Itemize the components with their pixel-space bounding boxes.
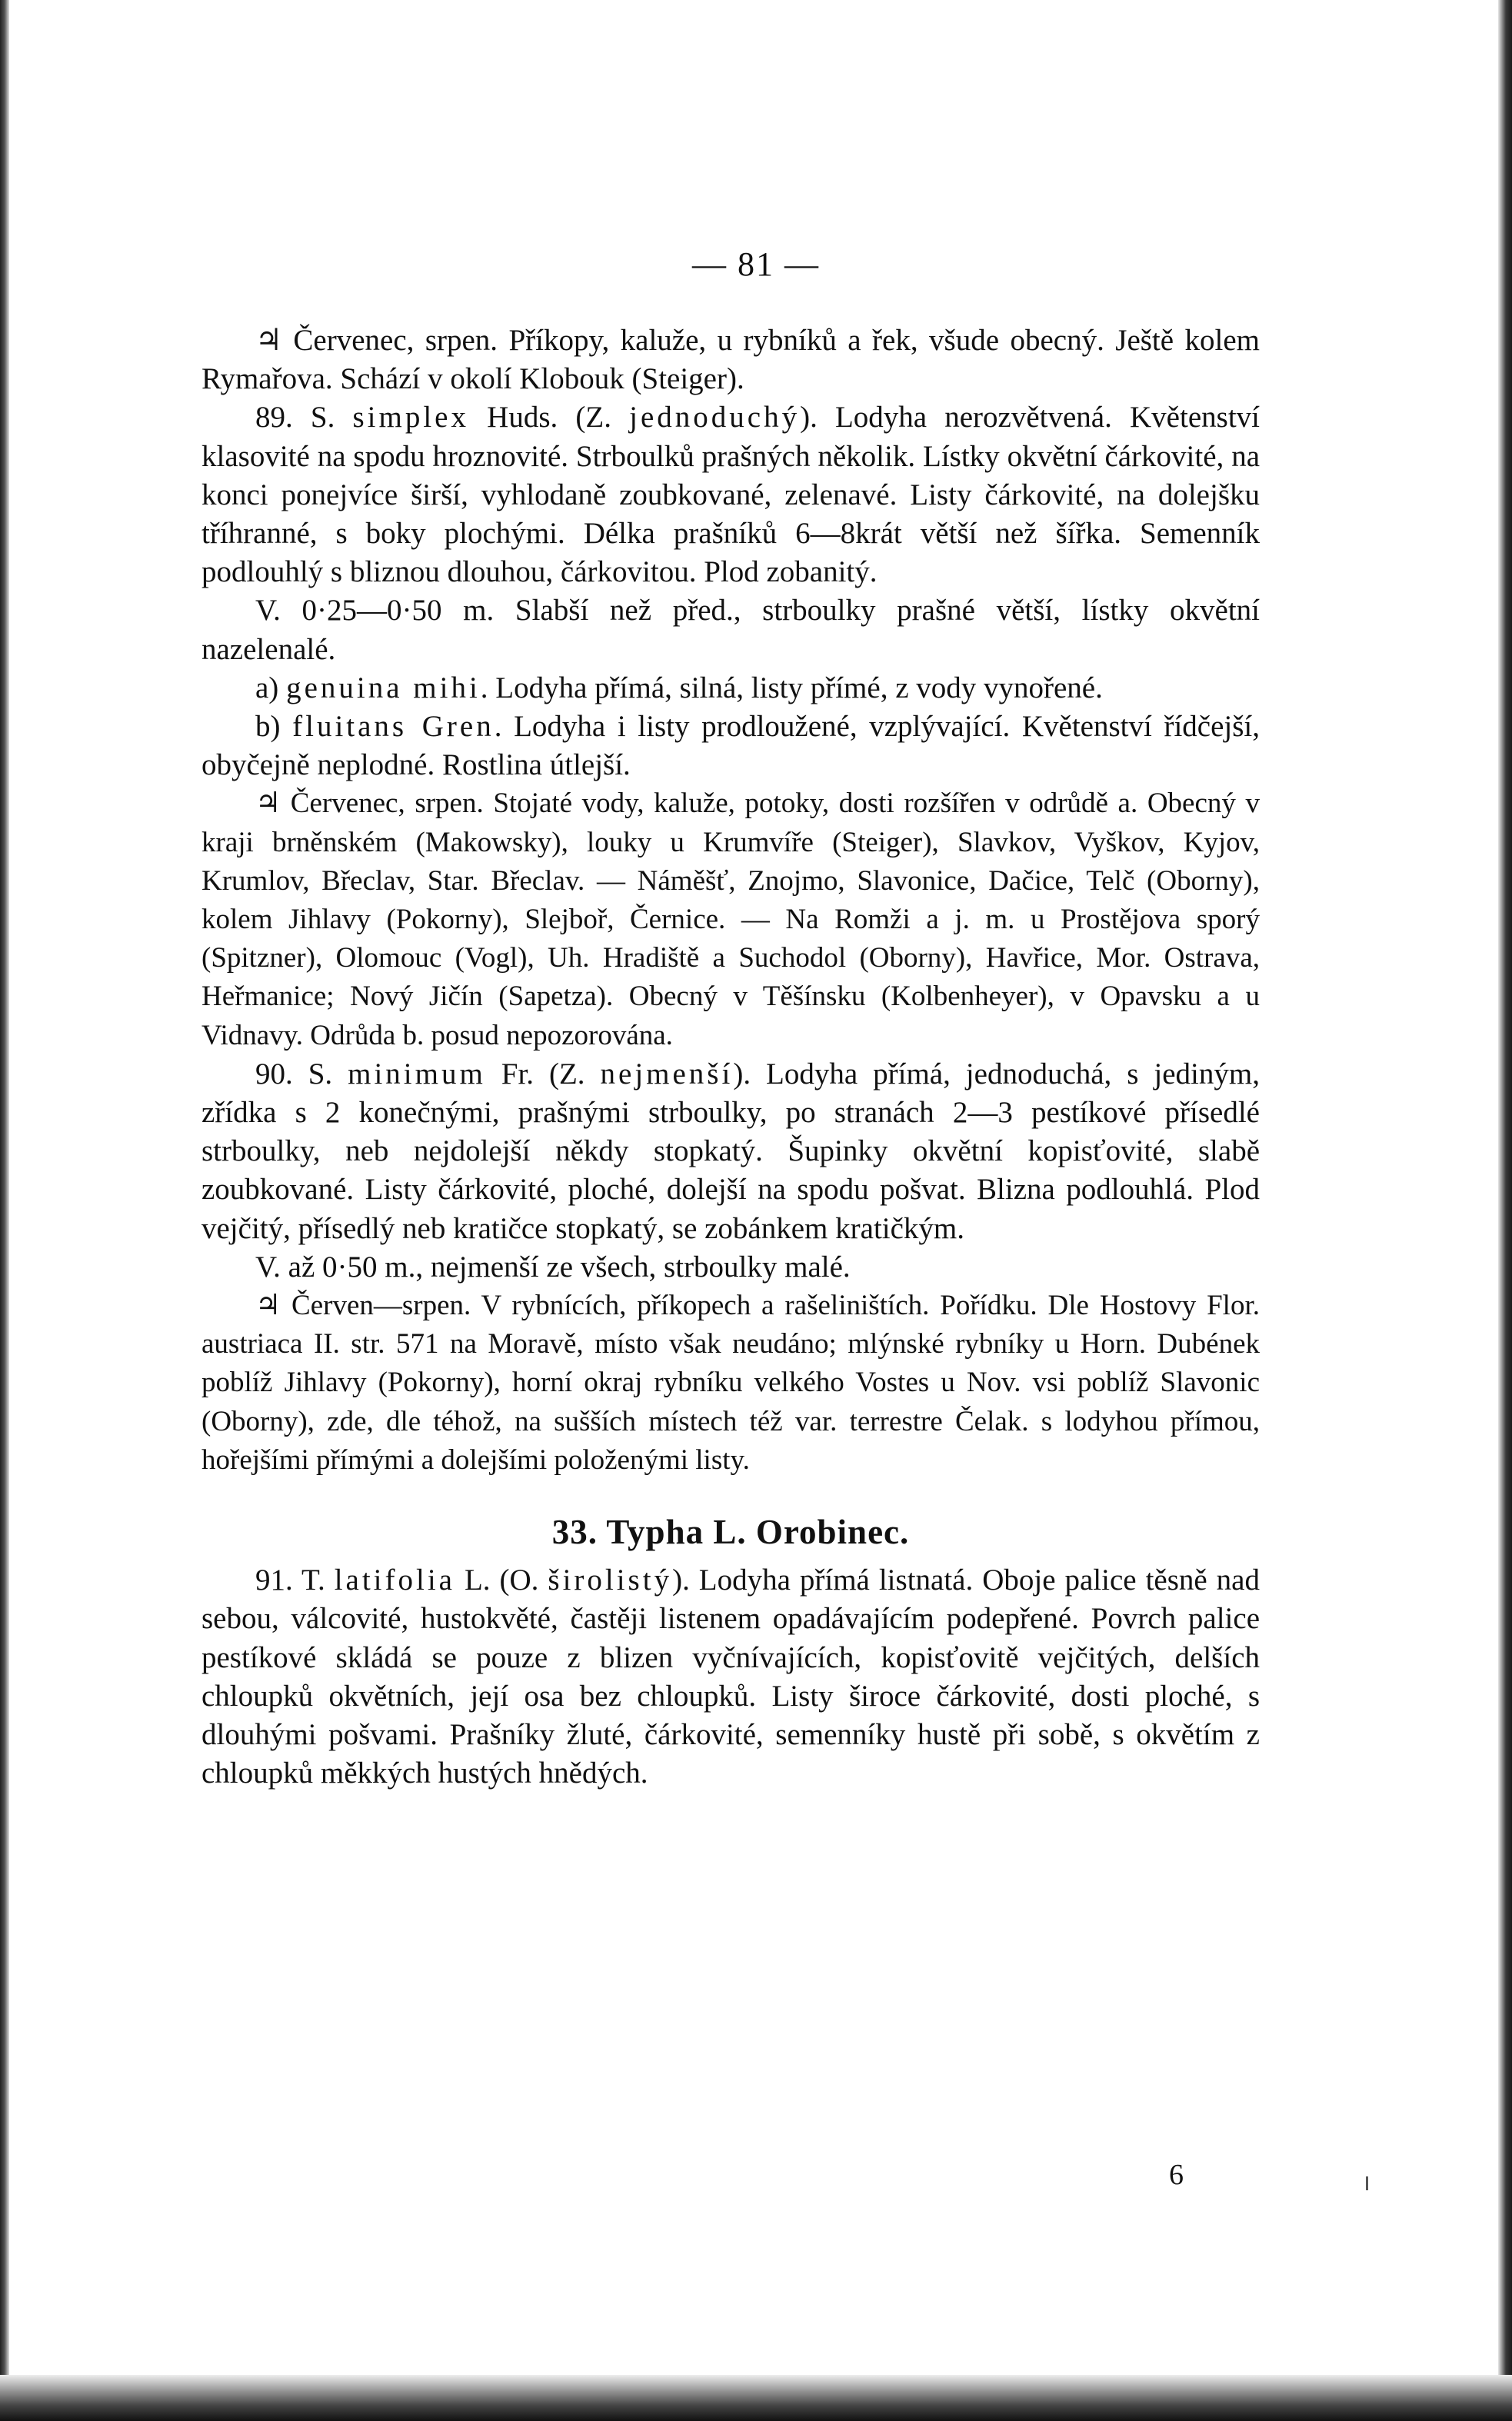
scan-edge-left [0,0,9,2421]
paragraph-variety-a: a) genuina mihi. Lodyha přímá, silná, listy přímé, z vody vynořené. [255,671,1103,704]
czech-name: nejmenší [600,1057,734,1091]
page-number: — 81 — [692,245,820,283]
paragraph-species-89: 89. S. simplex Huds. (Z. jednoduchý). Lodyha nerozvětvená. Květenství klasovité na spodu hroznovité. Strboulků prašných několik. Lístky okvětní čárkovité, na konci ponejvíce širší, vyhlodaně zoubkované, zelenavé. Listy čárkovité, na dolejšku tříhranné, s boky plochými. Délka prašníků 6—8krát větší než šířka. Semenník podlouhlý s bliznou dlouhou, čárkovitou. Plod zobanitý. [201,401,1260,589]
perennial-symbol: ♃ [255,788,281,820]
signature-mark: 6 [1169,2159,1184,2191]
paragraph-size-note: V. 0·25—0·50 m. Slabší než před., strboulky prašné větší, lístky okvětní nazelenalé. [201,594,1260,666]
paragraph-text: Červenec, srpen. Příkopy, kaluže, u rybníků a řek, všude obecný. Ještě kolem Rymařova. Schází v okolí Klobouk (Steiger). [201,324,1260,396]
scan-edge-right [1498,0,1512,2421]
czech-name: jednoduchý [629,401,801,435]
variety-name: genuina mihi [286,671,481,704]
species-name: minimum [348,1057,486,1091]
czech-name: širolistý [548,1563,673,1597]
paragraph-localities-90: ♃ Červen—srpen. V rybnících, příkopech a rašeliništích. Pořídku. Dle Hostovy Flor. austriaca II. str. 571 na Moravě, místo však neudáno; mlýnské rybníky u Horn. Dubének poblíž Jihlavy (Pokorny), horní okraj rybníku velkého Vostes u Nov. vsi poblíž Slavonic (Oborny), zde, dle téhož, na sušších místech též var. terrestre Čelak. s lodyhou přímou, hořejšími přímými a dolejšími položenými listy. [201,1290,1260,1476]
paragraph-size-note-90: V. až 0·50 m., nejmenší ze všech, strboulky malé. [255,1250,851,1284]
paragraph-localities: ♃ Červenec, srpen. Stojaté vody, kaluže, potoky, dosti rozšířen v odrůdě a. Obecný v kraji brněnském (Makowsky), louky u Krumvíře (Steiger), Slavkov, Vyškov, Kyjov, Krumlov, Břeclav, Star. Břeclav. — Náměšť, Znojmo, Slavonice, Dačice, Telč (Oborny), kolem Jihlavy (Pokorny), Slejboř, Černice. — Na Romži a j. m. u Prostějova sporý (Spitzner), Olomouc (Vogl), Uh. Hradiště a Suchodol (Oborny), Havřice, Mor. Ostrava, Heřmanice; Nový Jičín (Sapetza). Obecný v Těšínsku (Kolbenheyer), v Opavsku a u Vidnavy. Odrůda b. posud nepozorována. [201,788,1260,1051]
perennial-symbol: ♃ [255,1290,281,1322]
paragraph-species-91: 91. T. latifolia L. (O. širolistý). Lodyha přímá listnatá. Oboje palice těsně nad sebou, válcovité, hustokvěté, častěji listenem opadávajícím podepřené. Povrch palice pestíkové skládá se pouze z blizen vyčnívajících, kopisťovitě vejčitých, delších chloupků okvětních, její osa bez chloupků. Listy široce čárkovité, dosti ploché, s dlouhými pošvami. Prašníky žluté, čárkovité, semenníky hustě při sobě, s okvětím z chloupků měkkých hustých hnědých. [201,1563,1260,1790]
perennial-symbol: ♃ [255,324,282,357]
species-name: simplex [352,401,469,435]
genus-heading: 33. Typha L. Orobinec. [551,1513,910,1552]
variety-name: fluitans Gren [292,710,495,744]
paragraph-species-90: 90. S. minimum Fr. (Z. nejmenší). Lodyha přímá, jednoduchá, s jediným, zřídka s 2 konečnými, prašnými strboulky, po stranách 2—3 pestíkové přísedlé strboulky, neb nejdolejší někdy stopkatý. Šupinky okvětní kopisťovité, slabě zoubkované. Listy čárkovité, ploché, dolejší na spodu pošvat. Blizna podlouhlá. Plod vejčitý, přísedlý neb kratičce stopkatý, se zobánkem kratičkým. [201,1057,1260,1245]
paragraph-variety-b: b) fluitans Gren. Lodyha i listy prodloužené, vzplývající. Květenství řídčejší, obyčejně neplodné. Rostlina útlejší. [201,710,1261,782]
species-name: latifolia [334,1563,455,1597]
scan-edge-bottom [0,2375,1512,2421]
paragraph-flowering-note [201,321,1260,398]
text-block [201,321,1260,1793]
scan-speck [1366,2176,1368,2190]
